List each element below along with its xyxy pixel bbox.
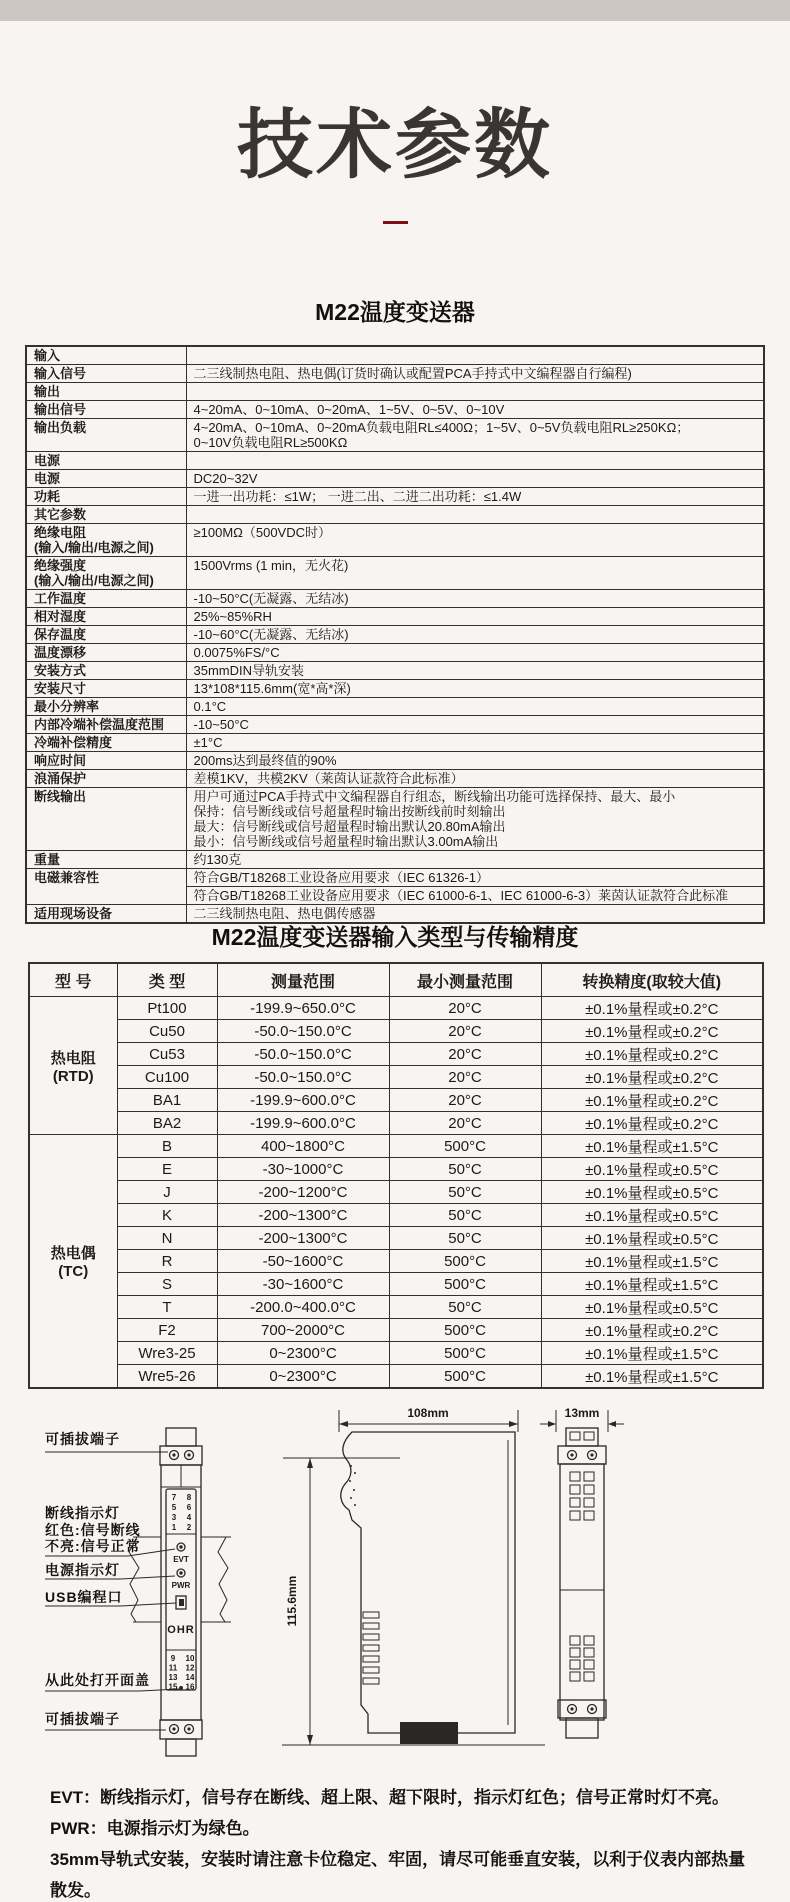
sensor-group-cell: 热电偶 (TC) <box>29 1135 117 1389</box>
accuracy-cell: ±0.1%量程或±0.2°C <box>541 1319 763 1342</box>
note-pwr: PWR：电源指示灯为绿色。 <box>50 1819 260 1838</box>
accuracy-row <box>29 1158 763 1181</box>
spec-row <box>26 488 764 506</box>
spec-value <box>186 383 764 401</box>
spec-value: 差模1KV，共模2KV（莱茵认证款符合此标准） <box>186 770 764 788</box>
spec-row <box>26 401 764 419</box>
spec-label: 输出 <box>26 383 186 401</box>
accuracy-cell: Pt100 <box>117 997 217 1020</box>
accuracy-cell: 400~1800°C <box>217 1135 389 1158</box>
accuracy-cell: -30~1000°C <box>217 1158 389 1181</box>
spec-row <box>26 752 764 770</box>
spec-label: 功耗 <box>26 488 186 506</box>
accuracy-row <box>29 1181 763 1204</box>
accuracy-row <box>29 1089 763 1112</box>
accuracy-cell: F2 <box>117 1319 217 1342</box>
footnotes <box>50 1782 750 1902</box>
accuracy-cell: 500°C <box>389 1319 541 1342</box>
spec-row <box>26 770 764 788</box>
accuracy-row <box>29 1342 763 1365</box>
accuracy-cell: E <box>117 1158 217 1181</box>
spec-label: 输出负载 <box>26 419 186 452</box>
accuracy-cell: J <box>117 1181 217 1204</box>
spec-row <box>26 788 764 851</box>
accuracy-row <box>29 1043 763 1066</box>
spec-label: 绝缘强度 (输入/输出/电源之间) <box>26 557 186 590</box>
spec-row <box>26 626 764 644</box>
spec-label: 响应时间 <box>26 752 186 770</box>
note-evt: EVT：断线指示灯，信号存在断线、超上限、超下限时，指示灯红色；信号正常时灯不亮。 <box>50 1788 730 1807</box>
accuracy-cell: ±0.1%量程或±1.5°C <box>541 1135 763 1158</box>
terminal-number: 10 <box>185 1654 195 1663</box>
evt-led-icon <box>179 1545 182 1548</box>
spec-row <box>26 590 764 608</box>
spec-label: 重量 <box>26 851 186 869</box>
spec-label: 绝缘电阻 (输入/输出/电源之间) <box>26 524 186 557</box>
accuracy-row <box>29 1319 763 1342</box>
accuracy-cell: ±0.1%量程或±0.2°C <box>541 1066 763 1089</box>
page-title: 技术参数 <box>237 103 553 188</box>
spec-value: -10~50°C <box>186 716 764 734</box>
col-header-range: 测量范围 <box>217 963 389 997</box>
accuracy-cell: 20°C <box>389 997 541 1020</box>
col-header-min-range: 最小测量范围 <box>389 963 541 997</box>
spec-row <box>26 698 764 716</box>
spec-label: 相对湿度 <box>26 608 186 626</box>
accuracy-cell: N <box>117 1227 217 1250</box>
accuracy-cell: 50°C <box>389 1227 541 1250</box>
spec-value: 13*108*115.6mm(宽*高*深) <box>186 680 764 698</box>
height-dimension-label: 115.6mm <box>285 1575 299 1627</box>
spec-label: 输入 <box>26 346 186 365</box>
accuracy-cell: Wre5-26 <box>117 1365 217 1389</box>
pwr-led-label: PWR <box>171 1581 191 1590</box>
accuracy-cell: -199.9~650.0°C <box>217 997 389 1020</box>
callout-usb-port: USB编程口 <box>45 1589 123 1605</box>
accuracy-row <box>29 1066 763 1089</box>
spec-row <box>26 506 764 524</box>
accuracy-cell: BA1 <box>117 1089 217 1112</box>
accuracy-cell: T <box>117 1296 217 1319</box>
accuracy-cell: BA2 <box>117 1112 217 1135</box>
module-front-view <box>160 1428 202 1756</box>
terminal-number: 8 <box>186 1493 192 1502</box>
section2-title: M22温度变送器输入类型与传输精度 <box>211 924 579 950</box>
spec-label: 断线输出 <box>26 788 186 851</box>
accuracy-cell: -200~1300°C <box>217 1227 389 1250</box>
spec-label: 电源 <box>26 452 186 470</box>
spec-value: 1500Vrms (1 min，无火花) <box>186 557 764 590</box>
terminal-number: 15 <box>168 1682 178 1692</box>
accuracy-cell: 20°C <box>389 1043 541 1066</box>
accuracy-cell: -50.0~150.0°C <box>217 1020 389 1043</box>
accuracy-cell: -50.0~150.0°C <box>217 1066 389 1089</box>
leader-line <box>45 1689 179 1691</box>
callout-open-cover: 从此处打开面盖 <box>45 1672 150 1688</box>
terminal-number: 1 <box>171 1523 177 1532</box>
accuracy-cell: 0~2300°C <box>217 1365 389 1389</box>
accuracy-row <box>29 997 763 1020</box>
spec-label: 其它参数 <box>26 506 186 524</box>
spec-value <box>186 452 764 470</box>
accuracy-cell: Cu53 <box>117 1043 217 1066</box>
terminal-number: 6 <box>186 1503 192 1512</box>
accuracy-table <box>28 962 764 1389</box>
spec-row <box>26 557 764 590</box>
accuracy-table-head <box>29 963 763 997</box>
accuracy-row <box>29 1365 763 1389</box>
accuracy-cell: ±0.1%量程或±0.2°C <box>541 1020 763 1043</box>
top-bar <box>0 0 790 21</box>
accuracy-cell: 500°C <box>389 1273 541 1296</box>
accuracy-cell: 500°C <box>389 1365 541 1389</box>
spec-label: 保存温度 <box>26 626 186 644</box>
accuracy-cell: K <box>117 1204 217 1227</box>
accuracy-cell: 50°C <box>389 1204 541 1227</box>
terminal-number: 2 <box>186 1523 192 1532</box>
spec-row <box>26 662 764 680</box>
accuracy-cell: R <box>117 1250 217 1273</box>
spec-label: 安装尺寸 <box>26 680 186 698</box>
accuracy-cell: -200~1300°C <box>217 1204 389 1227</box>
brand-logo: OHR <box>167 1624 195 1636</box>
accuracy-table-body <box>29 997 763 1389</box>
accuracy-cell: 700~2000°C <box>217 1319 389 1342</box>
terminal-number: 9 <box>170 1654 176 1663</box>
spec-value: 35mmDIN导轨安装 <box>186 662 764 680</box>
terminal-number: 16 <box>185 1682 195 1692</box>
spec-value: 约130克 <box>186 851 764 869</box>
module-depth-view <box>540 1406 624 1738</box>
spec-row <box>26 869 764 887</box>
title-accent-dash <box>383 221 408 224</box>
accuracy-cell: -200.0~400.0°C <box>217 1296 389 1319</box>
accuracy-cell: ±0.1%量程或±0.5°C <box>541 1296 763 1319</box>
spec-row <box>26 470 764 488</box>
accuracy-cell: -199.9~600.0°C <box>217 1089 389 1112</box>
spec-value: 25%~85%RH <box>186 608 764 626</box>
spec-row <box>26 680 764 698</box>
accuracy-row <box>29 1020 763 1043</box>
terminal-number: 12 <box>185 1663 195 1673</box>
section1-title: M22温度变送器 <box>315 299 475 325</box>
accuracy-cell: ±0.1%量程或±0.5°C <box>541 1227 763 1250</box>
spec-value: 0.1°C <box>186 698 764 716</box>
accuracy-cell: -30~1600°C <box>217 1273 389 1296</box>
terminal-number: 4 <box>186 1513 192 1522</box>
spec-value <box>186 506 764 524</box>
spec-table-body <box>26 346 764 923</box>
spec-value: 用户可通过PCA手持式中文编程器自行组态，断线输出功能可选择保持、最大、最小 保持：信号断线或信号超量程时输出按断线前时刻输出 最大：信号断线或信号超量程时输出默认20.80mA输出 最小：信号断线或信号超量程时输出默认3.00mA输出 <box>186 788 764 851</box>
spec-value: -10~50°C(无凝露、无结冰) <box>186 590 764 608</box>
accuracy-row <box>29 1250 763 1273</box>
spec-value: 200ms达到最终值的90% <box>186 752 764 770</box>
accuracy-cell: 500°C <box>389 1250 541 1273</box>
accuracy-row <box>29 1273 763 1296</box>
accuracy-cell: ±0.1%量程或±1.5°C <box>541 1365 763 1389</box>
accuracy-cell: ±0.1%量程或±0.2°C <box>541 1043 763 1066</box>
spec-value: 符合GB/T18268工业设备应用要求（IEC 61000-6-1、IEC 61000-6-3）莱茵认证款符合此标准 <box>186 887 764 905</box>
accuracy-row <box>29 1204 763 1227</box>
spec-label: 浪涌保护 <box>26 770 186 788</box>
spec-value: 4~20mA、0~10mA、0~20mA、1~5V、0~5V、0~10V <box>186 401 764 419</box>
spec-value: 二三线制热电阻、热电偶传感器 <box>186 905 764 924</box>
accuracy-cell: 20°C <box>389 1066 541 1089</box>
accuracy-cell: 0~2300°C <box>217 1342 389 1365</box>
terminal-number: 5 <box>171 1503 177 1512</box>
accuracy-cell: Cu50 <box>117 1020 217 1043</box>
din-clip <box>400 1722 458 1744</box>
spec-value: -10~60°C(无凝露、无结冰) <box>186 626 764 644</box>
note-mounting: 35mm导轨式安装，安装时请注意卡位稳定、牢固，请尽可能垂直安装，以利于仪表内部热量散发。 <box>50 1850 746 1900</box>
accuracy-cell: -200~1200°C <box>217 1181 389 1204</box>
spec-label: 输出信号 <box>26 401 186 419</box>
spec-value: 0.0075%FS/°C <box>186 644 764 662</box>
spec-row <box>26 734 764 752</box>
accuracy-cell: ±0.1%量程或±0.5°C <box>541 1204 763 1227</box>
spec-label: 输入信号 <box>26 365 186 383</box>
accuracy-row <box>29 1135 763 1158</box>
spec-value: 二三线制热电阻、热电偶(订货时确认或配置PCA手持式中文编程器自行编程) <box>186 365 764 383</box>
accuracy-cell: 500°C <box>389 1135 541 1158</box>
spec-row <box>26 608 764 626</box>
depth-dimension-label: 13mm <box>564 1406 600 1420</box>
accuracy-cell: -50.0~150.0°C <box>217 1043 389 1066</box>
accuracy-cell: S <box>117 1273 217 1296</box>
cover-open-point <box>179 1686 183 1690</box>
accuracy-cell: ±0.1%量程或±1.5°C <box>541 1342 763 1365</box>
spec-label: 电源 <box>26 470 186 488</box>
accuracy-cell: ±0.1%量程或±0.2°C <box>541 1112 763 1135</box>
spec-value: DC20~32V <box>186 470 764 488</box>
callout-pluggable-terminal-top: 可插拔端子 <box>45 1431 120 1447</box>
accuracy-row <box>29 1227 763 1250</box>
width-dimension-label: 108mm <box>407 1406 449 1420</box>
spec-row <box>26 644 764 662</box>
accuracy-cell: -50~1600°C <box>217 1250 389 1273</box>
spec-label: 适用现场设备 <box>26 905 186 924</box>
accuracy-cell: ±0.1%量程或±0.5°C <box>541 1158 763 1181</box>
module-side-view <box>282 1406 545 1745</box>
col-header-type: 类 型 <box>117 963 217 997</box>
accuracy-cell: ±0.1%量程或±0.2°C <box>541 997 763 1020</box>
spec-label: 温度漂移 <box>26 644 186 662</box>
spec-value: ≥100MΩ（500VDC时） <box>186 524 764 557</box>
accuracy-row <box>29 1112 763 1135</box>
accuracy-cell: 50°C <box>389 1158 541 1181</box>
accuracy-cell: ±0.1%量程或±1.5°C <box>541 1250 763 1273</box>
accuracy-row <box>29 1296 763 1319</box>
accuracy-header-row <box>29 963 763 997</box>
accuracy-cell: ±0.1%量程或±0.5°C <box>541 1181 763 1204</box>
evt-led-label: EVT <box>173 1555 189 1564</box>
terminal-number: 13 <box>168 1673 178 1682</box>
spec-value: 一进一出功耗：≤1W； 一进二出、二进二出功耗：≤1.4W <box>186 488 764 506</box>
spec-label: 最小分辨率 <box>26 698 186 716</box>
sensor-group-cell: 热电阻 (RTD) <box>29 997 117 1135</box>
accuracy-cell: 20°C <box>389 1020 541 1043</box>
spec-value: 符合GB/T18268工业设备应用要求（IEC 61326-1） <box>186 869 764 887</box>
accuracy-cell: 50°C <box>389 1296 541 1319</box>
accuracy-cell: 50°C <box>389 1181 541 1204</box>
col-header-accuracy: 转换精度(取较大值) <box>541 963 763 997</box>
pwr-led-icon <box>179 1571 182 1574</box>
spec-label: 工作温度 <box>26 590 186 608</box>
spec-label: 安装方式 <box>26 662 186 680</box>
spec-table <box>25 345 765 924</box>
spec-value: 4~20mA、0~10mA、0~20mA负载电阻RL≤400Ω；1~5V、0~5V负载电阻RL≥250KΩ； 0~10V负载电阻RL≥500KΩ <box>186 419 764 452</box>
spec-value: ±1°C <box>186 734 764 752</box>
spec-row <box>26 851 764 869</box>
callout-power-indicator: 电源指示灯 <box>45 1562 120 1578</box>
accuracy-cell: Wre3-25 <box>117 1342 217 1365</box>
terminal-number: 3 <box>171 1513 177 1522</box>
accuracy-cell: ±0.1%量程或±0.2°C <box>541 1089 763 1112</box>
spec-value <box>186 346 764 365</box>
accuracy-cell: ±0.1%量程或±1.5°C <box>541 1273 763 1296</box>
spec-row <box>26 419 764 452</box>
spec-row <box>26 452 764 470</box>
spec-row <box>26 524 764 557</box>
accuracy-cell: 20°C <box>389 1112 541 1135</box>
spec-row <box>26 365 764 383</box>
accuracy-cell: 20°C <box>389 1089 541 1112</box>
terminal-number: 14 <box>185 1673 195 1682</box>
spec-row <box>26 716 764 734</box>
spec-row <box>26 383 764 401</box>
callout-pluggable-terminal-bottom: 可插拔端子 <box>45 1711 120 1727</box>
accuracy-cell: -199.9~600.0°C <box>217 1112 389 1135</box>
callout-break-indicator: 断线指示灯 红色:信号断线 不亮:信号正常 <box>45 1505 141 1554</box>
col-header-model: 型 号 <box>29 963 117 997</box>
spec-label: 电磁兼容性 <box>26 869 186 905</box>
accuracy-cell: 500°C <box>389 1342 541 1365</box>
terminal-number: 7 <box>171 1493 177 1502</box>
accuracy-cell: B <box>117 1135 217 1158</box>
spec-row <box>26 346 764 365</box>
spec-label: 内部冷端补偿温度范围 <box>26 716 186 734</box>
accuracy-cell: Cu100 <box>117 1066 217 1089</box>
spec-label: 冷端补偿精度 <box>26 734 186 752</box>
terminal-number: 11 <box>168 1663 178 1673</box>
